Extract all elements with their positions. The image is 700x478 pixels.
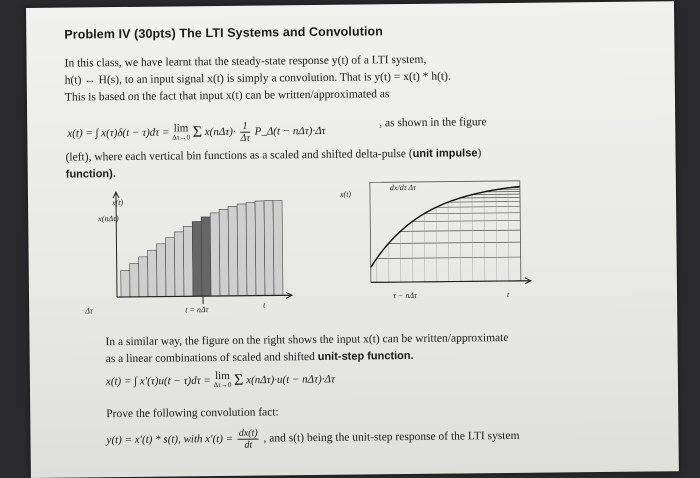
step-line	[388, 242, 520, 243]
impulse-explanation: (left), where each vertical bin functions as a scaled and shifted delta-pulse (unit impulse) function).	[65, 145, 481, 183]
bin-bar	[273, 201, 283, 296]
left-y-label: x(t)	[111, 198, 124, 207]
impulse-decomposition-equation	[67, 120, 326, 146]
unit-impulse-term: unit impulse	[413, 147, 478, 160]
unit-step-term: unit-step function.	[318, 350, 414, 363]
impulse-bins-figure	[86, 187, 307, 315]
bin-bar	[264, 200, 274, 295]
step-riser	[400, 231, 401, 282]
eq1-sum-term: x(nΔτ)·	[205, 126, 236, 138]
right-y-label: x(t)	[339, 190, 352, 199]
bins-group	[120, 200, 283, 297]
eq1-limit: lim Δτ→0	[172, 124, 190, 142]
bin-bar	[192, 221, 202, 296]
step-explanation: In a similar way, the figure on the right shows the input x(t) can be written/approximate as a linear combinations of scaled and shifted unit-step function.	[105, 330, 508, 368]
bin-bar	[219, 209, 229, 296]
eq1-fraction: $\frac{1}{\Delta\tau}$	[240, 121, 250, 144]
function-term: function).	[66, 168, 116, 181]
right-deriv-label: dx/dτ Δτ	[390, 183, 417, 192]
bin-bar	[148, 250, 157, 297]
bin-bar	[183, 226, 193, 296]
left-delta-label: Δτ	[84, 306, 94, 315]
step-riser	[460, 198, 461, 281]
problem-title: Problem IV (30pts) The LTI Systems and Convolution	[64, 24, 383, 41]
intro-paragraph	[65, 52, 452, 107]
eq1-tail-text: , as shown in the figure	[379, 116, 486, 129]
bin-bar	[201, 217, 211, 296]
bin-bar	[228, 206, 238, 296]
bin-bar	[210, 213, 220, 296]
step-line	[460, 197, 520, 198]
bin-bar	[165, 238, 175, 297]
step-decomposition-equation: x(t) = ∫ x′(τ)u(t − τ)dτ = lim Δτ→0 Σ x(nΔτ)·u(t − nΔτ)·Δτ	[106, 371, 335, 391]
bin-bar	[156, 244, 166, 297]
bin-bar	[255, 201, 265, 296]
intro-line: In this class, we have learnt that the steady-state response y(t) of a LTI system,	[65, 52, 451, 73]
step-riser	[448, 202, 449, 281]
prove-statement: Prove the following convolution fact:	[106, 404, 279, 423]
step-line	[412, 220, 520, 221]
bin-bar	[139, 257, 148, 297]
step-riser	[436, 207, 437, 281]
bin-bar	[246, 202, 256, 296]
bin-bar	[237, 204, 247, 296]
step-line	[436, 206, 520, 207]
step-staircase-figure	[330, 173, 541, 301]
eq2-limit: lim Δτ→0	[213, 372, 231, 390]
derivative-fraction: $\frac{dx(t)}{dt}$	[238, 428, 259, 451]
worksheet-page	[26, 1, 679, 478]
eq1-lhs: x(t) = ∫ x(τ)δ(t − τ)dτ =	[67, 127, 172, 140]
eq1-rest: P_Δ(t − nΔτ)·Δτ	[255, 125, 326, 138]
step-riser	[472, 195, 473, 282]
step-riser	[484, 192, 485, 281]
convolution-fact-equation: y(t) = x′(t) * s(t), with x′(t) = $\frac{dx(t)}{dt}$ , and s(t) being the unit-step response of the LTI system	[106, 425, 519, 452]
step-riser	[412, 222, 413, 282]
left-tick-label: t = nΔτ	[185, 305, 209, 314]
right-t-label: t	[507, 290, 510, 299]
bin-bar	[130, 264, 139, 297]
left-t-label: t	[263, 301, 266, 310]
step-riser	[424, 214, 425, 282]
intro-line: h(t) ↔ H(s), to an input signal x(t) is simply a convolution. That is y(t) = x(t) * h(t).	[65, 69, 451, 90]
right-tick-label: τ − nΔτ	[393, 291, 418, 300]
step-riser	[496, 190, 497, 281]
sum-symbol: Σ	[234, 372, 243, 389]
sum-symbol: Σ	[193, 124, 202, 141]
bin-bar	[174, 232, 184, 297]
bin-bar	[121, 270, 130, 297]
intro-line: This is based on the fact that input x(t) can be written/approximated as	[65, 86, 451, 107]
left-bin-label: x(nΔτ)	[97, 214, 119, 223]
